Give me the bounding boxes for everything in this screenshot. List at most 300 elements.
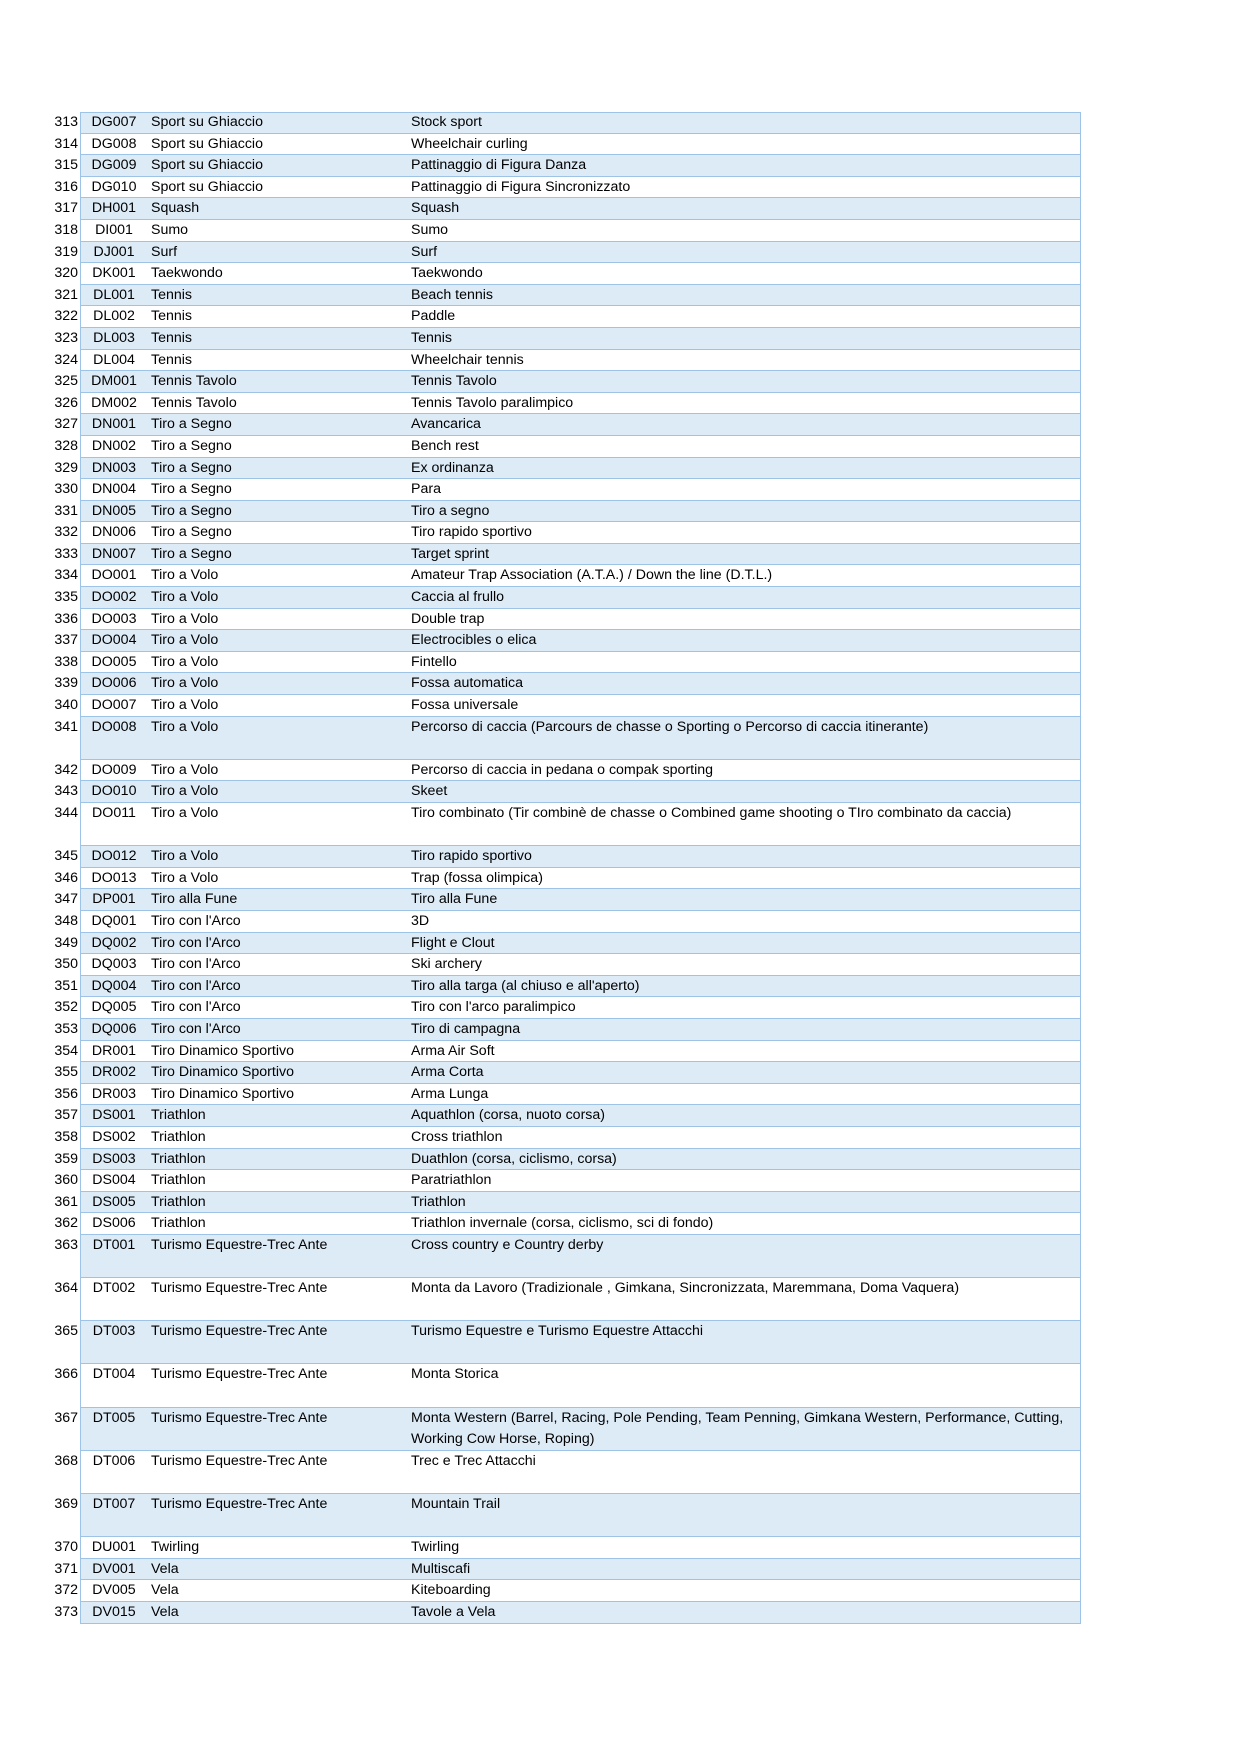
row-code: DO011 [92,805,136,821]
row-discipline: Skeet [411,783,448,800]
row-number: 324 [54,351,78,368]
row-discipline: Tiro combinato (Tir combinè de chasse o Combined game shooting o TIro combinato da caccia) [411,805,1012,821]
row-sport: Tiro a Volo [151,848,219,865]
row-number: 338 [54,653,78,670]
row-code: DT004 [92,1366,136,1383]
row-discipline: Paratriathlon [411,1172,492,1189]
row-code: DQ002 [91,934,137,951]
row-sport: Tennis Tavolo [151,394,237,411]
row-sport: Tiro a Volo [151,761,219,778]
row-number: 355 [54,1064,78,1081]
row-code: DL004 [93,351,135,368]
row-sport: Turismo Equestre-Trec Ante [151,1452,328,1469]
row-discipline: Para [411,481,441,498]
row-sport: Tiro a Volo [151,589,219,606]
row-discipline: Fossa automatica [411,675,523,692]
row-discipline: Twirling [411,1539,460,1556]
table-row [0,1213,1239,1235]
row-discipline: Arma Corta [411,1064,484,1081]
row-sport: Tiro Dinamico Sportivo [151,1042,294,1059]
row-code: DO010 [91,783,137,800]
row-number: 314 [54,135,78,152]
row-code: DN004 [91,481,137,498]
row-discipline: Surf [411,243,438,260]
row-sport: Tennis [151,286,193,303]
row-number: 322 [54,308,78,325]
table-row [0,717,1239,760]
row-code: DN002 [91,437,137,454]
row-sport: Tiro Dinamico Sportivo [151,1085,294,1102]
row-sport: Tiro a Volo [151,697,219,714]
row-sport: Vela [151,1603,179,1620]
row-number: 335 [54,589,78,606]
table-row [0,933,1239,955]
table-row [0,501,1239,523]
table-row [0,1084,1239,1106]
row-sport: Tiro con l'Arco [151,956,241,973]
row-discipline: Multiscafi [411,1560,471,1577]
sports-table [0,112,1239,1624]
row-sport: Tiro con l'Arco [151,934,241,951]
row-number: 366 [54,1366,78,1383]
table-row [0,1364,1239,1407]
row-number: 362 [54,1215,78,1232]
row-discipline: Fintello [411,653,457,670]
row-discipline: Tavole a Vela [411,1603,496,1620]
row-number: 350 [54,956,78,973]
table-row [0,1019,1239,1041]
row-number: 328 [54,437,78,454]
row-discipline: Double trap [411,610,485,627]
row-discipline: Percorso di caccia (Parcours de chasse o Sporting o Percorso di caccia itinerante) [411,718,929,735]
row-number: 337 [54,632,78,649]
row-code: DQ005 [91,999,137,1016]
row-code: DM001 [91,373,137,390]
table-row [0,997,1239,1019]
row-discipline: Wheelchair curling [411,135,528,152]
table-row [0,868,1239,890]
row-sport: Squash [151,200,200,217]
row-number: 373 [54,1603,78,1620]
row-code: DI001 [95,221,133,238]
row-number: 369 [54,1496,78,1512]
row-code: DT003 [92,1323,136,1340]
row-number: 319 [54,243,78,260]
row-sport: Sport su Ghiaccio [151,135,263,152]
row-number: 347 [54,891,78,908]
row-number: 339 [54,675,78,692]
row-sport: Triathlon [151,1107,206,1124]
table-row [0,1235,1239,1278]
row-discipline: Caccia al frullo [411,589,505,606]
table-row [0,1408,1239,1451]
row-sport: Tiro a Volo [151,632,219,649]
table-row [0,1321,1239,1364]
table-row [0,954,1239,976]
table-row [0,393,1239,415]
row-sport: Taekwondo [151,265,223,282]
row-discipline: Wheelchair tennis [411,351,524,368]
row-number: 356 [54,1085,78,1102]
row-code: DN005 [91,502,137,519]
row-number: 342 [54,761,78,778]
row-discipline: Sumo [411,221,449,238]
row-sport: Tiro con l'Arco [151,999,241,1016]
table-row [0,1127,1239,1149]
row-code: DG010 [91,178,137,195]
row-discipline: Triathlon [411,1193,466,1210]
row-code: DO005 [91,653,137,670]
row-code: DN007 [91,545,137,562]
row-sport: Tiro con l'Arco [151,1020,241,1037]
row-discipline: Cross country e Country derby [411,1236,604,1253]
table-row [0,1559,1239,1581]
table-row [0,134,1239,156]
row-sport: Tiro con l'Arco [151,977,241,994]
row-sport: Tiro con l'Arco [151,912,241,929]
row-sport: Triathlon [151,1128,206,1145]
row-number: 341 [54,718,78,735]
row-number: 316 [54,178,78,195]
row-number: 334 [54,567,78,584]
row-discipline: Cross triathlon [411,1128,503,1145]
row-sport: Tennis [151,308,193,325]
row-discipline: Tiro a segno [411,502,490,519]
row-code: DN006 [91,524,137,541]
row-discipline: Tiro con l'arco paralimpico [411,999,576,1016]
row-sport: Tiro a Volo [151,805,219,821]
table-row [0,544,1239,566]
row-code: DR002 [91,1064,137,1081]
row-code: DO001 [91,567,137,584]
row-sport: Turismo Equestre-Trec Ante [151,1236,328,1253]
row-code: DT007 [92,1496,136,1512]
row-code: DL001 [93,286,135,303]
row-sport: Tiro a Volo [151,675,219,692]
row-number: 357 [54,1107,78,1124]
row-code: DT005 [92,1409,136,1426]
row-sport: Sport su Ghiaccio [151,114,263,130]
row-discipline: Pattinaggio di Figura Sincronizzato [411,178,631,195]
row-sport: Tiro a Segno [151,459,232,476]
table-row [0,371,1239,393]
table-row [0,155,1239,177]
row-code: DS003 [92,1150,136,1167]
row-sport: Tiro a Volo [151,718,219,735]
row-sport: Tennis [151,351,193,368]
row-discipline: Taekwondo [411,265,483,282]
row-sport: Tennis Tavolo [151,373,237,390]
row-discipline: Arma Air Soft [411,1042,495,1059]
row-number: 317 [54,200,78,217]
table-row [0,458,1239,480]
table-row [0,1580,1239,1602]
table-row [0,1105,1239,1127]
table-row [0,652,1239,674]
row-number: 351 [54,977,78,994]
row-sport: Turismo Equestre-Trec Ante [151,1409,328,1426]
row-number: 318 [54,221,78,238]
row-number: 327 [54,416,78,433]
row-number: 321 [54,286,78,303]
row-discipline: Mountain Trail [411,1496,501,1512]
row-number: 325 [54,373,78,390]
table-row [0,781,1239,803]
row-code: DO003 [91,610,137,627]
row-sport: Turismo Equestre-Trec Ante [151,1323,328,1340]
row-discipline: Amateur Trap Association (A.T.A.) / Down the line (D.T.L.) [411,567,773,584]
row-discipline: Duathlon (corsa, ciclismo, corsa) [411,1150,617,1167]
row-code: DL002 [93,308,135,325]
row-code: DR003 [91,1085,137,1102]
row-discipline: Turismo Equestre e Turismo Equestre Attacchi [411,1323,704,1340]
row-discipline: Kiteboarding [411,1582,491,1599]
table-row [0,673,1239,695]
row-code: DG009 [91,157,137,174]
table-row [0,1062,1239,1084]
row-discipline: Monta Storica [411,1366,499,1383]
row-discipline: 3D [411,912,430,929]
row-code: DO002 [91,589,137,606]
row-discipline: Tiro alla targa (al chiuso e all'aperto) [411,977,640,994]
row-code: DS004 [92,1172,136,1189]
row-number: 349 [54,934,78,951]
row-number: 363 [54,1236,78,1253]
row-number: 370 [54,1539,78,1556]
row-discipline: Ex ordinanza [411,459,494,476]
row-sport: Twirling [151,1539,200,1556]
row-code: DO008 [91,718,137,735]
row-code: DO006 [91,675,137,692]
table-row [0,350,1239,372]
row-sport: Tiro alla Fune [151,891,238,908]
row-sport: Tiro a Volo [151,869,219,886]
table-row [0,1278,1239,1321]
table-row [0,695,1239,717]
row-number: 358 [54,1128,78,1145]
row-code: DO013 [91,869,137,886]
row-sport: Surf [151,243,178,260]
row-number: 332 [54,524,78,541]
row-sport: Tiro a Volo [151,610,219,627]
row-code: DQ001 [91,912,137,929]
table-row [0,177,1239,199]
row-discipline: Trec e Trec Attacchi [411,1452,536,1469]
row-discipline: Fossa universale [411,697,519,714]
table-row [0,846,1239,868]
table-row [0,1149,1239,1171]
row-code: DQ004 [91,977,137,994]
row-sport: Vela [151,1560,179,1577]
row-code: DO012 [91,848,137,865]
table-row [0,220,1239,242]
row-number: 354 [54,1042,78,1059]
row-number: 372 [54,1582,78,1599]
row-discipline: Tennis [411,329,453,346]
table-row [0,976,1239,998]
row-code: DN003 [91,459,137,476]
row-code: DV001 [92,1560,136,1577]
row-code: DT002 [92,1280,136,1297]
table-row [0,911,1239,933]
row-discipline: Tiro rapido sportivo [411,848,532,865]
row-sport: Tennis [151,329,193,346]
row-discipline: Squash [411,200,460,217]
row-number: 368 [54,1452,78,1469]
table-row [0,760,1239,782]
row-sport: Sport su Ghiaccio [151,157,263,174]
row-number: 367 [54,1409,78,1426]
row-number: 336 [54,610,78,627]
row-discipline: Triathlon invernale (corsa, ciclismo, sci di fondo) [411,1215,714,1232]
row-sport: Turismo Equestre-Trec Ante [151,1496,328,1512]
row-discipline: Pattinaggio di Figura Danza [411,157,587,174]
row-discipline: Monta Western (Barrel, Racing, Pole Pending, Team Penning, Gimkana Western, Performance, Cutting, Working Cow Horse, Roping) [411,1409,1064,1448]
table-row [0,436,1239,458]
row-number: 353 [54,1020,78,1037]
row-sport: Tiro a Segno [151,524,232,541]
row-number: 371 [54,1560,78,1577]
row-sport: Tiro a Segno [151,502,232,519]
row-discipline: Bench rest [411,437,479,454]
row-number: 360 [54,1172,78,1189]
row-discipline: Aquathlon (corsa, nuoto corsa) [411,1107,606,1124]
row-code: DT001 [92,1236,136,1253]
row-code: DH001 [91,200,137,217]
row-sport: Tiro a Segno [151,416,232,433]
row-discipline: Tiro rapido sportivo [411,524,532,541]
row-discipline: Flight e Clout [411,934,495,951]
row-number: 359 [54,1150,78,1167]
row-number: 313 [54,114,78,130]
row-number: 329 [54,459,78,476]
row-code: DK001 [92,265,136,282]
row-code: DT006 [92,1452,136,1469]
row-discipline: Trap (fossa olimpica) [411,869,543,886]
row-discipline: Arma Lunga [411,1085,489,1102]
row-code: DR001 [91,1042,137,1059]
table-row [0,522,1239,544]
row-number: 326 [54,394,78,411]
row-code: DU001 [91,1539,137,1556]
row-sport: Vela [151,1582,179,1599]
row-code: DS001 [92,1107,136,1124]
table-row [0,328,1239,350]
row-code: DQ006 [91,1020,137,1037]
table-row [0,263,1239,285]
row-number: 333 [54,545,78,562]
row-number: 340 [54,697,78,714]
row-discipline: Avancarica [411,416,481,433]
row-number: 361 [54,1193,78,1210]
row-sport: Triathlon [151,1193,206,1210]
row-discipline: Electrocibles o elica [411,632,537,649]
row-number: 343 [54,783,78,800]
table-row [0,242,1239,264]
row-sport: Tiro a Volo [151,783,219,800]
row-sport: Sumo [151,221,189,238]
row-number: 320 [54,265,78,282]
row-sport: Tiro a Segno [151,437,232,454]
row-sport: Tiro Dinamico Sportivo [151,1064,294,1081]
row-code: DO007 [91,697,137,714]
table-row [0,285,1239,307]
table-row [0,803,1239,846]
row-sport: Turismo Equestre-Trec Ante [151,1366,328,1383]
row-sport: Tiro a Segno [151,545,232,562]
row-code: DS005 [92,1193,136,1210]
row-number: 331 [54,502,78,519]
row-sport: Triathlon [151,1215,206,1232]
row-code: DG007 [91,114,137,130]
table-row [0,1602,1239,1624]
row-sport: Tiro a Segno [151,481,232,498]
row-code: DV015 [92,1603,136,1620]
row-code: DS006 [92,1215,136,1232]
row-number: 344 [54,805,78,821]
row-code: DL003 [93,329,135,346]
row-code: DN001 [91,416,137,433]
row-sport: Turismo Equestre-Trec Ante [151,1280,328,1297]
row-sport: Tiro a Volo [151,653,219,670]
row-sport: Sport su Ghiaccio [151,178,263,195]
table-row [0,565,1239,587]
row-number: 365 [54,1323,78,1340]
table-row [0,630,1239,652]
table-row [0,198,1239,220]
row-number: 352 [54,999,78,1016]
table-row [0,1494,1239,1537]
row-discipline: Stock sport [411,114,482,130]
row-number: 315 [54,157,78,174]
row-number: 348 [54,912,78,929]
row-sport: Triathlon [151,1150,206,1167]
row-discipline: Tennis Tavolo [411,373,497,390]
row-code: DG008 [91,135,137,152]
table-row [0,112,1239,134]
table-row [0,889,1239,911]
row-discipline: Percorso di caccia in pedana o compak sporting [411,761,714,778]
table-row [0,1537,1239,1559]
row-number: 345 [54,848,78,865]
row-code: DQ003 [91,956,137,973]
row-code: DP001 [92,891,136,908]
row-discipline: Monta da Lavoro (Tradizionale , Gimkana, Sincronizzata, Maremmana, Doma Vaquera) [411,1280,960,1297]
row-discipline: Ski archery [411,956,482,973]
row-code: DS002 [92,1128,136,1145]
row-code: DO009 [91,761,137,778]
row-number: 364 [54,1280,78,1297]
row-sport: Tiro a Volo [151,567,219,584]
table-row [0,306,1239,328]
row-number: 323 [54,329,78,346]
table-row [0,1041,1239,1063]
row-number: 330 [54,481,78,498]
row-code: DV005 [92,1582,136,1599]
row-code: DM002 [91,394,137,411]
table-row [0,1170,1239,1192]
row-discipline: Target sprint [411,545,490,562]
row-discipline: Tennis Tavolo paralimpico [411,394,574,411]
table-row [0,1451,1239,1494]
row-sport: Triathlon [151,1172,206,1189]
row-code: DJ001 [93,243,135,260]
table-row [0,414,1239,436]
row-code: DO004 [91,632,137,649]
table-row [0,609,1239,631]
row-number: 346 [54,869,78,886]
table-row [0,1192,1239,1214]
